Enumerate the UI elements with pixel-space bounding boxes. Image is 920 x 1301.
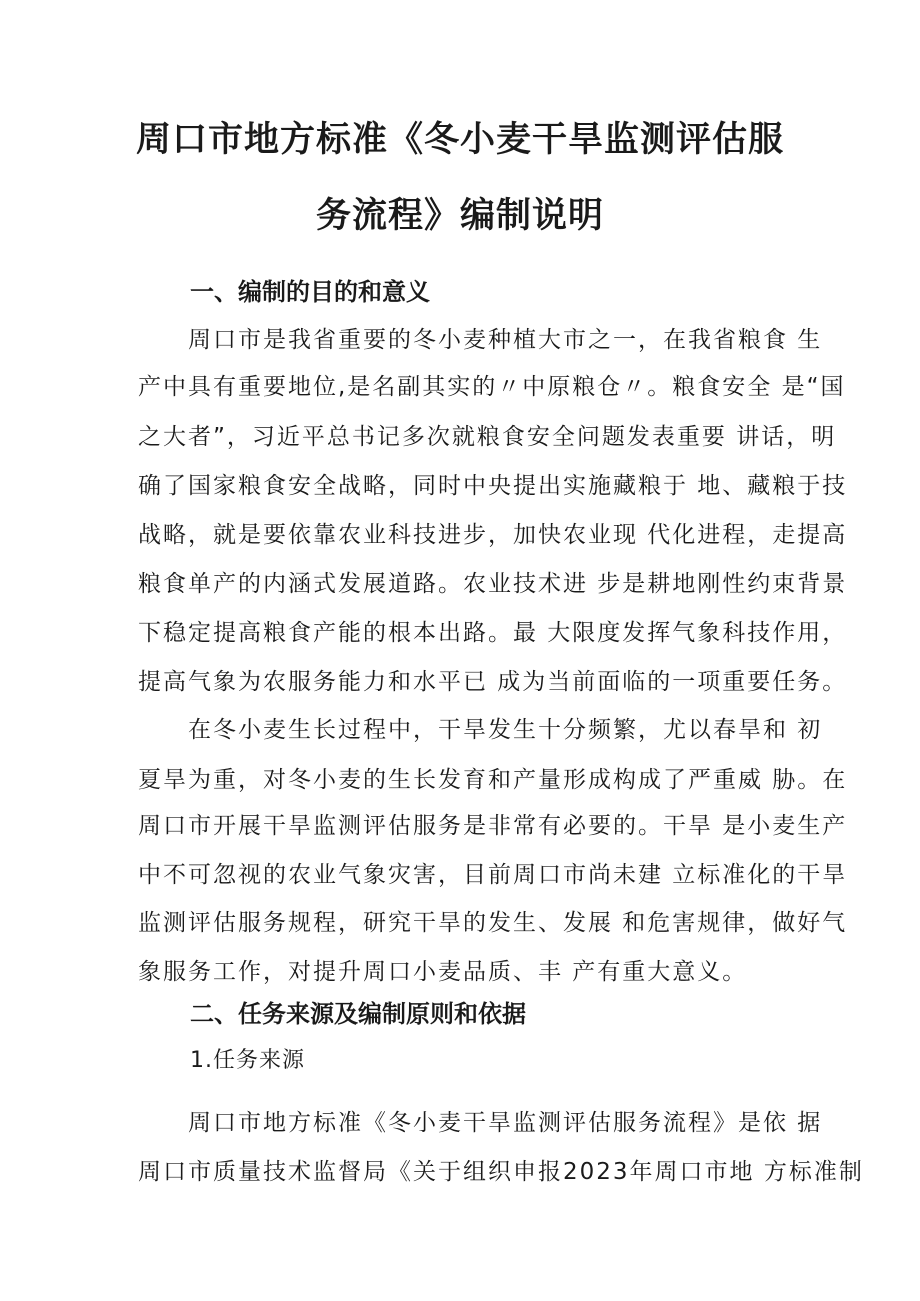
section-1-para-1-line: 提高气象为农服务能力和水平已 成为当前面临的一项重要任务。 [138, 669, 848, 695]
section-1-para-1-line: 产中具有重要地位,是名副其实的〃中原粮仓〃。粮食安全 是“国 [138, 374, 846, 400]
section-1-para-2-line: 周口市开展干旱监测评估服务是非常有必要的。干旱 是小麦生产 [138, 813, 848, 839]
section-2-para-1-line: 周口市质量技术监督局《关于组织申报2023年周口市地 方标准制 [138, 1159, 864, 1185]
section-1-para-1-line: 周口市是我省重要的冬小麦种植大市之一，在我省粮食 生 [188, 327, 823, 353]
section-1-para-1-line: 之大者”，习近平总书记多次就粮食安全问题发表重要 讲话，明 [138, 424, 837, 450]
document-title-line-2: 务流程》编制说明 [315, 196, 604, 236]
section-1-para-2-line: 象服务工作，对提升周口小麦品质、丰 产有重大意义。 [138, 959, 748, 985]
section-1-para-2-line: 在冬小麦生长过程中，干旱发生十分频繁，尤以春旱和 初 [188, 717, 823, 743]
document-title-line-1: 周口市地方标准《冬小麦干旱监测评估服 [135, 120, 784, 160]
section-1-para-2-line: 监测评估服务规程，研究干旱的发生、发展 和危害规律，做好气 [138, 910, 848, 936]
section-2-heading: 二、任务来源及编制原则和依据 [190, 1000, 526, 1028]
section-1-heading: 一、编制的目的和意义 [190, 278, 430, 306]
section-1-para-1-line: 确了国家粮食安全战略，同时中央提出实施藏粮于 地、藏粮于技 [138, 473, 848, 499]
section-2-subheading: 1.任务来源 [190, 1048, 305, 1073]
section-1-para-1-line: 粮食单产的内涵式发展道路。农业技术进 步是耕地刚性约束背景 [138, 571, 848, 597]
section-1-para-1-line: 下稳定提高粮食产能的根本出路。最 大限度发挥气象科技作用， [138, 620, 848, 646]
section-1-para-2-line: 夏旱为重，对冬小麦的生长发育和产量形成构成了严重威 胁。在 [138, 767, 848, 793]
section-1-para-1-line: 战略，就是要依靠农业科技进步，加快农业现 代化进程，走提高 [138, 522, 848, 548]
section-2-para-1-line: 周口市地方标准《冬小麦干旱监测评估服务流程》是依 据 [188, 1110, 823, 1136]
section-1-para-2-line: 中不可忽视的农业气象灾害，目前周口市尚未建 立标准化的干旱 [138, 862, 848, 888]
